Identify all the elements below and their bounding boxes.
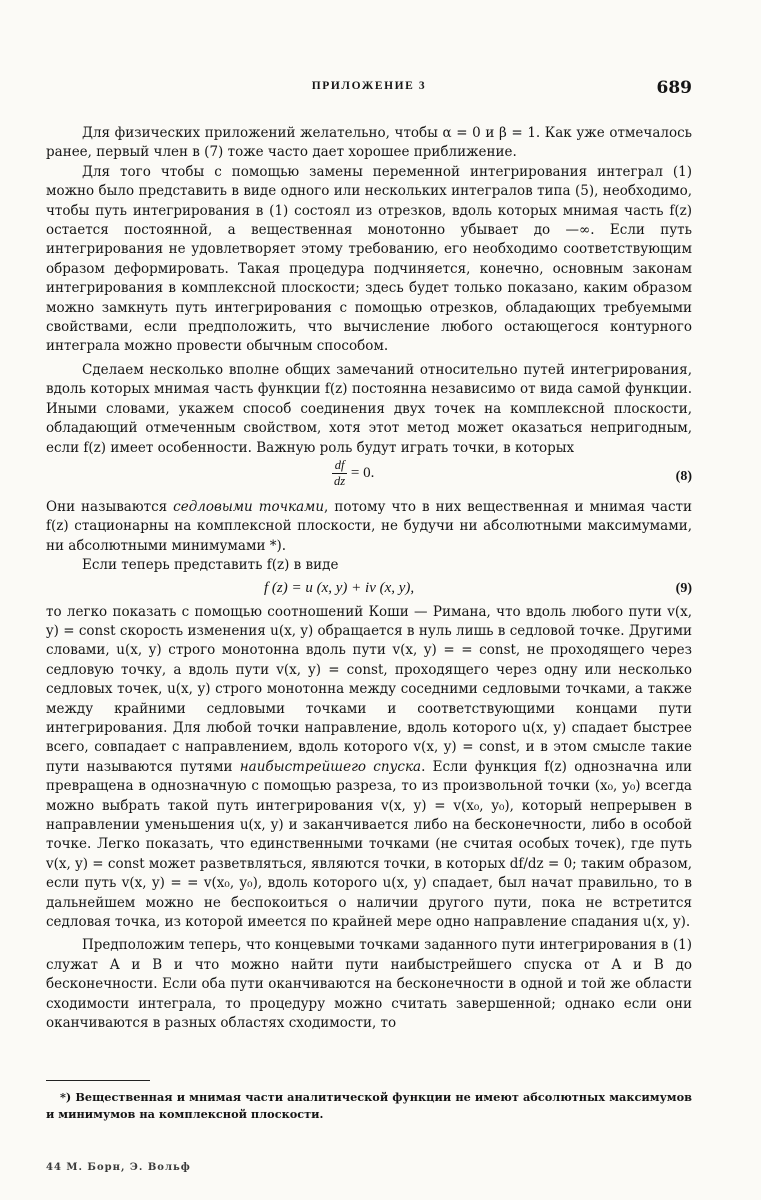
saddle-points-term: седловыми точками [173,498,325,515]
page-number: 689 [656,78,692,98]
paragraph-4 [46,498,692,556]
steepest-descent-term: наибыстрейшего спуска [239,758,422,775]
paragraph-3: Сделаем несколько вполне общих замечаний относительно путей интегрирования, вдоль которых мнимая часть функции f(z) постоянна независимо от вида самой функции. Иными словами, укажем способ соединения двух точек на комплексной плоскости, обладающий отмеченным свойством, хотя этот метод может оказаться непригодным, если f(z) имеет особенности. Важную роль будут играть точки, в которых [46,361,692,456]
equation-8-rhs: = 0. [350,464,375,481]
equation-9-expression: f (z) = u (x, y) + iv (x, y), [264,579,415,596]
equation-9 [46,576,692,603]
equation-8-expression [332,458,374,489]
paragraph-6-start: то легко показать с помощью соотношений Коши — Римана, что вдоль любого пути v(x, y) = const скорость изменения u(x, y) обращается в нуль лишь в седловой точке. Другими словами, u(x, y) строго монотонна вдоль пути v(x, y) = = const, не проходящего через седловую точку, а вдоль пути v(x, y) = const, проходящего через одну или несколько седловых точек, u(x, y) строго монотонна между соседними седловыми точками, а также между крайними седловыми точками и соответствующими концами пути интегрирования. Для любой точки направление, вдоль которого u(x, y) спадает быстрее всего, совпадает с направлением, вдоль которого v(x, y) = const, и в этом смысле такие пути называются путями [46,603,692,775]
paragraph-1: Для физических приложений желательно, чтобы α = 0 и β = 1. Как уже отмечалось ранее, первый член в (7) тоже часто дает хорошее приближение. [46,125,692,161]
paragraph-7: Предположим теперь, что концевыми точками заданного пути интегрирования в (1) служат A и B и что можно найти пути наибыстрейшего спуска от A и B до бесконечности. Если оба пути оканчиваются на бесконечности в одной и той же области сходимости интеграла, то процедуру можно считать завершенной; однако если они оканчиваются в разных областях сходимости, то [46,937,692,1032]
fraction-denominator: dz [334,473,346,488]
derivative-fraction [332,458,347,489]
equation-8 [46,458,692,498]
body-text [46,124,692,1033]
footnote: *) Вещественная и мнимая части аналитической функции не имеют абсолютных максимумов и минимумов на комплексной плоскости. [46,1090,692,1121]
footnote-divider [46,1080,150,1081]
paragraph-5: Если теперь представить f(z) в виде [82,557,339,574]
signature-mark: 44 М. Борн, Э. Вольф [46,1162,191,1173]
fraction-numerator: df [332,458,347,474]
page-header [46,78,692,102]
paragraph-6-end: . Если функция f(z) однозначна или превращена в однозначную с помощью разреза, то из произвольной точки (x₀, y₀) всегда можно выбрать такой путь интегрирования v(x, y) = v(x₀, y₀), который непрерывен в направлении уменьшения u(x, y) и заканчивается либо на бесконечности, либо в особой точке. Легко показать, что единственными точками (не считая особых точек), где путь v(x, y) = const может разветвляться, являются точки, в которых df/dz = 0; таким образом, если путь v(x, y) = = v(x₀, y₀), вдоль которого u(x, y) спадает, был начат правильно, то в дальнейшем можно не беспокоиться о наличии другого пути, пока не встретится седловая точка, из которой имеется по крайней мере одно направление спадания u(x, y). [46,758,692,931]
paragraph-6 [46,603,692,933]
equation-8-number: (8) [675,468,692,484]
running-head: ПРИЛОЖЕНИЕ 3 [311,80,427,92]
paragraph-2: Для того чтобы с помощью замены переменной интегрирования интеграл (1) можно было представить в виде одного или нескольких интегралов типа (5), необходимо, чтобы путь интегрирования в (1) состоял из отрезков, вдоль которых мнимая часть f(z) остается постоянной, а вещественная монотонно убывает до —∞. Если путь интегрирования не удовлетворяет этому требованию, его необходимо соответствующим образом деформировать. Такая процедура подчиняется, конечно, основным законам интегрирования в комплексной плоскости; здесь будет только показано, каким образом можно замкнуть путь интегрирования с помощью отрезков, обладающих требуемыми свойствами, если предположить, что вычисление любого остающегося контурного интеграла можно провести обычным способом. [46,163,692,355]
paragraph-4-end: , потому что в них вещественная и мнимая части f(z) стационарны на комплексной плоскости, не будучи ни абсолютными максимумами, ни абсолютными минимумами *). [46,498,693,554]
equation-9-number: (9) [675,580,692,596]
paragraph-4-start: Они называются [46,498,168,515]
